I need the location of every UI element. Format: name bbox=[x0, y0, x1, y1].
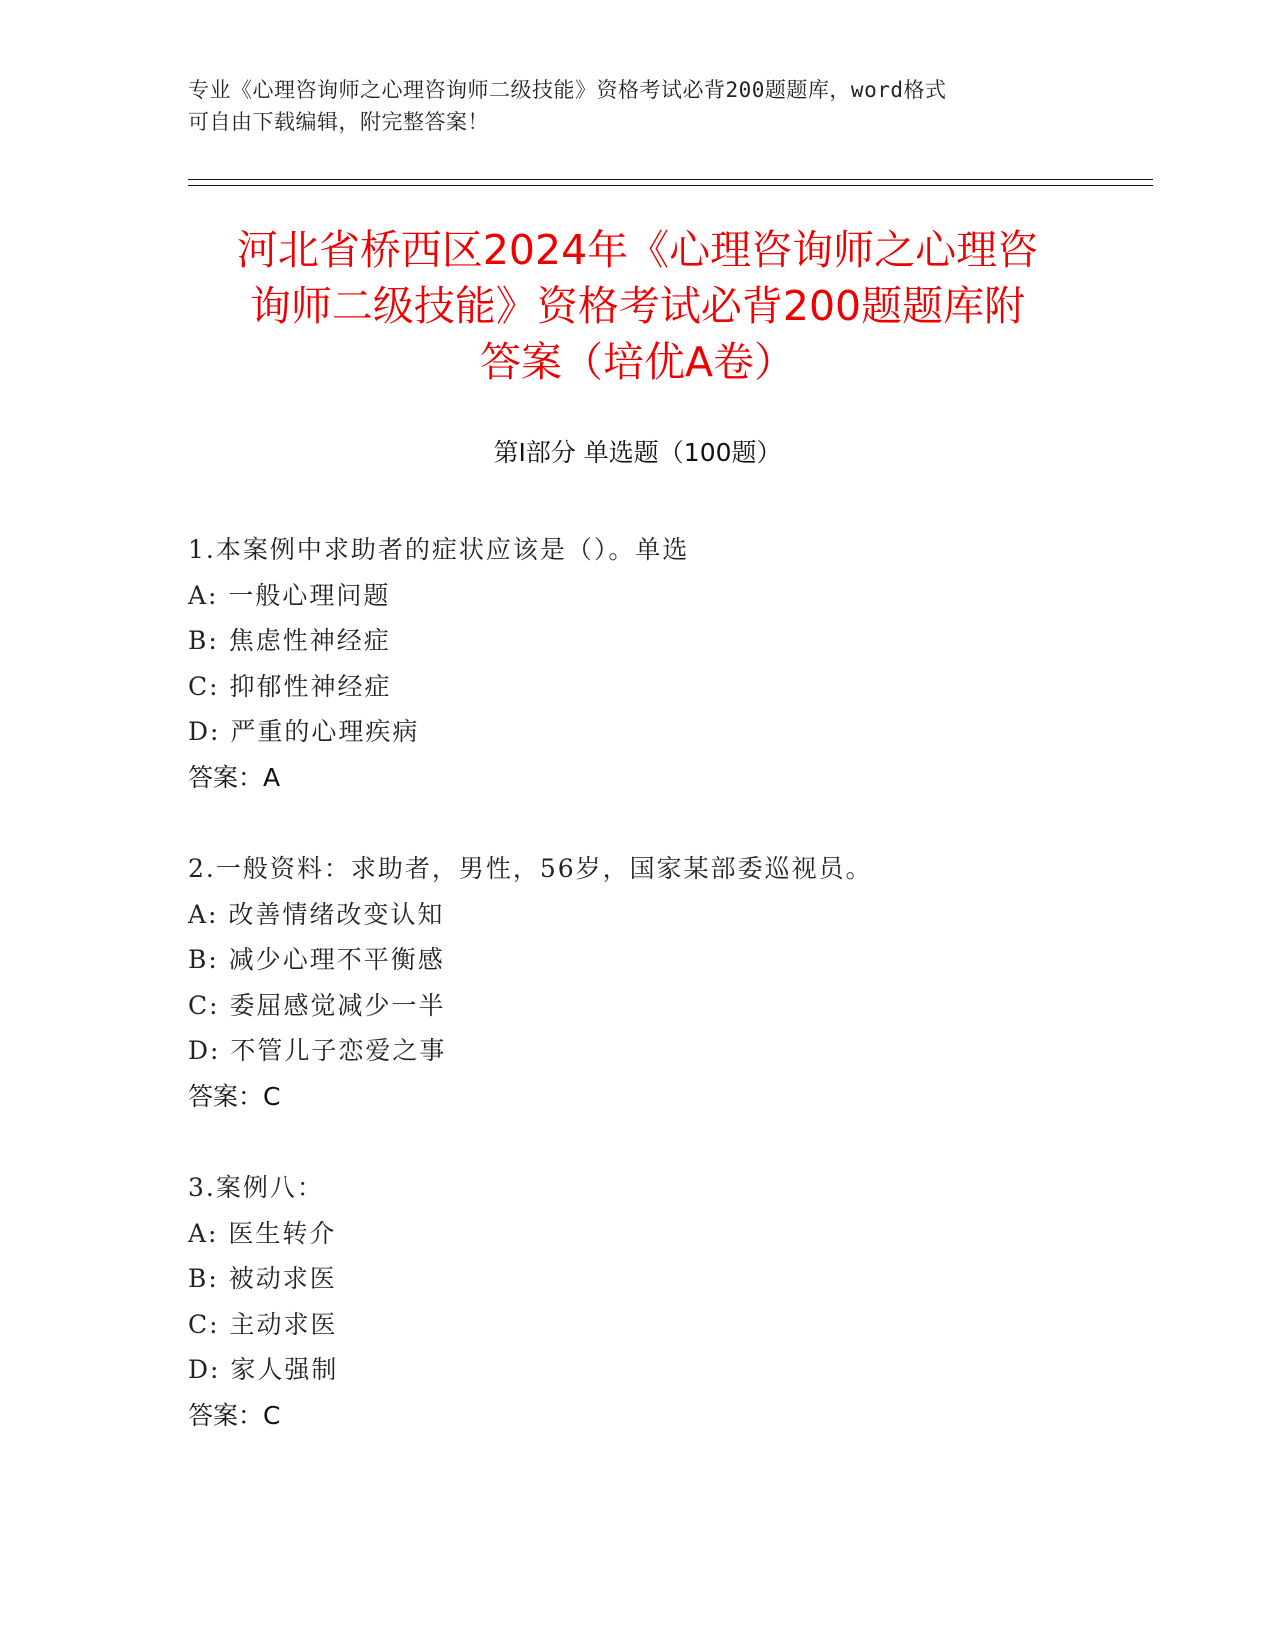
answer-line: 答案：C bbox=[188, 1081, 281, 1111]
question-item bbox=[188, 527, 1088, 800]
header-note-line-1: 专业《心理咨询师之心理咨询师二级技能》资格考试必背200题题库，word格式 bbox=[188, 78, 947, 102]
title-line-1: 河北省桥西区2024年《心理咨询师之心理咨 bbox=[236, 226, 1039, 274]
question-stem: 2.一般资料：求助者，男性，56岁，国家某部委巡视员。 bbox=[188, 854, 873, 883]
option-c: C: 主动求医 bbox=[188, 1309, 338, 1339]
header-note-line-2: 可自由下载编辑，附完整答案！ bbox=[188, 110, 489, 134]
option-a: A: 一般心理问题 bbox=[188, 580, 391, 610]
question-item bbox=[188, 1165, 1088, 1438]
option-a: A: 改善情绪改变认知 bbox=[188, 899, 445, 929]
option-c: C: 抑郁性神经症 bbox=[188, 671, 392, 701]
section-title: 第Ⅰ部分 单选题（100题） bbox=[493, 438, 782, 467]
answer-line: 答案：C bbox=[188, 1400, 281, 1430]
option-d: D: 严重的心理疾病 bbox=[188, 717, 420, 746]
document-title bbox=[150, 222, 1125, 390]
option-b: B: 焦虑性神经症 bbox=[188, 626, 391, 655]
option-b: B: 被动求医 bbox=[188, 1264, 337, 1293]
option-d: D: 不管儿子恋爱之事 bbox=[188, 1036, 447, 1065]
option-d: D: 家人强制 bbox=[188, 1355, 339, 1384]
option-b: B: 减少心理不平衡感 bbox=[188, 945, 445, 974]
question-stem: 3.案例八： bbox=[188, 1173, 324, 1202]
question-item bbox=[188, 846, 1088, 1119]
question-stem: 1.本案例中求助者的症状应该是（）。单选 bbox=[188, 535, 690, 564]
header-rule-bottom bbox=[188, 185, 1153, 186]
header-note bbox=[188, 74, 1068, 138]
header-rule-top bbox=[188, 179, 1153, 180]
option-a: A: 医生转介 bbox=[188, 1218, 337, 1248]
title-line-2: 询师二级技能》资格考试必背200题题库附 bbox=[249, 282, 1026, 330]
option-c: C: 委屈感觉减少一半 bbox=[188, 990, 446, 1020]
title-line-3: 答案（培优A卷） bbox=[479, 338, 796, 386]
answer-line: 答案：A bbox=[188, 762, 281, 792]
